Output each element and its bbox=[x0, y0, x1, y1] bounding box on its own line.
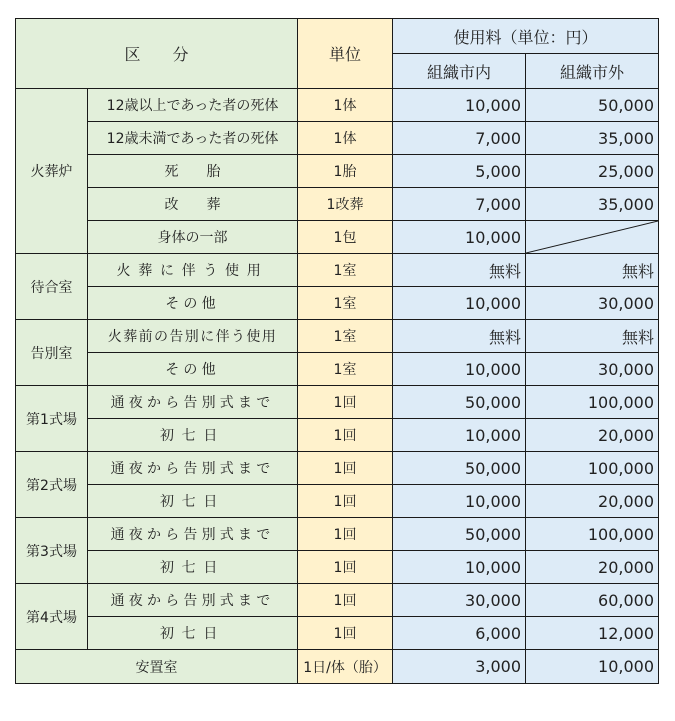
outside-fee: 35,000 bbox=[526, 122, 659, 155]
table-row bbox=[16, 584, 659, 617]
group-hall-1: 第1式場 bbox=[16, 386, 88, 452]
inside-fee: 10,000 bbox=[393, 287, 526, 320]
outside-fee: 100,000 bbox=[526, 518, 659, 551]
group-hall-3: 第3式場 bbox=[16, 518, 88, 584]
item-cell: 初七日 bbox=[88, 617, 298, 650]
table-row bbox=[16, 89, 659, 122]
item-cell: 改 葬 bbox=[88, 188, 298, 221]
outside-header: 組織市外 bbox=[526, 54, 659, 89]
item-cell: その他 bbox=[88, 287, 298, 320]
group-hall-4: 第4式場 bbox=[16, 584, 88, 650]
unit-cell: 1包 bbox=[298, 221, 393, 254]
category-header: 区 分 bbox=[16, 19, 298, 89]
outside-fee: 30,000 bbox=[526, 287, 659, 320]
inside-fee: 10,000 bbox=[393, 353, 526, 386]
table-row bbox=[16, 221, 659, 254]
fee-header: 使用料（単位：円） bbox=[393, 19, 659, 54]
outside-fee: 12,000 bbox=[526, 617, 659, 650]
inside-fee: 無料 bbox=[393, 254, 526, 287]
item-cell: 死 胎 bbox=[88, 155, 298, 188]
fee-table bbox=[15, 18, 659, 684]
inside-fee: 6,000 bbox=[393, 617, 526, 650]
unit-header: 単位 bbox=[298, 19, 393, 89]
table-row bbox=[16, 287, 659, 320]
inside-fee: 50,000 bbox=[393, 518, 526, 551]
unit-cell: 1胎 bbox=[298, 155, 393, 188]
inside-fee: 10,000 bbox=[393, 485, 526, 518]
outside-fee: 無料 bbox=[526, 320, 659, 353]
item-cell: 火葬前の告別に伴う使用 bbox=[88, 320, 298, 353]
unit-cell: 1回 bbox=[298, 419, 393, 452]
inside-fee: 30,000 bbox=[393, 584, 526, 617]
table-row bbox=[16, 419, 659, 452]
item-cell: 通夜から告別式まで bbox=[88, 386, 298, 419]
table-row bbox=[16, 122, 659, 155]
outside-fee: 100,000 bbox=[526, 452, 659, 485]
outside-fee: 30,000 bbox=[526, 353, 659, 386]
inside-header: 組織市内 bbox=[393, 54, 526, 89]
item-cell: 12歳未満であった者の死体 bbox=[88, 122, 298, 155]
group-hall-2: 第2式場 bbox=[16, 452, 88, 518]
unit-cell: 1回 bbox=[298, 617, 393, 650]
unit-cell: 1回 bbox=[298, 551, 393, 584]
table-row bbox=[16, 254, 659, 287]
inside-fee: 10,000 bbox=[393, 419, 526, 452]
outside-fee: 20,000 bbox=[526, 551, 659, 584]
inside-fee: 7,000 bbox=[393, 188, 526, 221]
outside-fee: 20,000 bbox=[526, 419, 659, 452]
outside-fee: 100,000 bbox=[526, 386, 659, 419]
table-row bbox=[16, 551, 659, 584]
inside-fee: 50,000 bbox=[393, 386, 526, 419]
inside-fee: 7,000 bbox=[393, 122, 526, 155]
table-row bbox=[16, 188, 659, 221]
inside-fee: 10,000 bbox=[393, 89, 526, 122]
inside-fee: 5,000 bbox=[393, 155, 526, 188]
item-cell: 初七日 bbox=[88, 551, 298, 584]
group-farewell: 告別室 bbox=[16, 320, 88, 386]
unit-cell: 1室 bbox=[298, 254, 393, 287]
unit-cell: 1体 bbox=[298, 122, 393, 155]
unit-cell: 1回 bbox=[298, 452, 393, 485]
table-row bbox=[16, 155, 659, 188]
item-cell: 初七日 bbox=[88, 419, 298, 452]
inside-fee: 10,000 bbox=[393, 221, 526, 254]
inside-fee: 無料 bbox=[393, 320, 526, 353]
diagonal-slash-icon bbox=[526, 221, 658, 253]
outside-fee: 25,000 bbox=[526, 155, 659, 188]
outside-fee: 50,000 bbox=[526, 89, 659, 122]
outside-fee: 無料 bbox=[526, 254, 659, 287]
unit-cell: 1室 bbox=[298, 287, 393, 320]
item-cell: 初七日 bbox=[88, 485, 298, 518]
item-cell: 通夜から告別式まで bbox=[88, 452, 298, 485]
item-cell: 身体の一部 bbox=[88, 221, 298, 254]
inside-fee: 50,000 bbox=[393, 452, 526, 485]
unit-cell: 1体 bbox=[298, 89, 393, 122]
table-row bbox=[16, 518, 659, 551]
header-row bbox=[16, 19, 659, 54]
table-row bbox=[16, 320, 659, 353]
outside-fee: 20,000 bbox=[526, 485, 659, 518]
table-row bbox=[16, 650, 659, 684]
group-waiting: 待合室 bbox=[16, 254, 88, 320]
outside-fee: 60,000 bbox=[526, 584, 659, 617]
item-cell-resting-room: 安置室 bbox=[16, 650, 298, 684]
item-cell: その他 bbox=[88, 353, 298, 386]
unit-cell: 1回 bbox=[298, 518, 393, 551]
unit-cell: 1室 bbox=[298, 320, 393, 353]
unit-cell: 1日/体（胎） bbox=[298, 650, 393, 684]
unit-cell: 1回 bbox=[298, 485, 393, 518]
unit-cell: 1室 bbox=[298, 353, 393, 386]
table-row bbox=[16, 452, 659, 485]
group-cremation: 火葬炉 bbox=[16, 89, 88, 254]
outside-fee: 35,000 bbox=[526, 188, 659, 221]
unit-cell: 1回 bbox=[298, 584, 393, 617]
item-cell: 通夜から告別式まで bbox=[88, 584, 298, 617]
table-row bbox=[16, 386, 659, 419]
table-row bbox=[16, 485, 659, 518]
inside-fee: 10,000 bbox=[393, 551, 526, 584]
outside-fee-na bbox=[526, 221, 659, 254]
unit-cell: 1改葬 bbox=[298, 188, 393, 221]
unit-cell: 1回 bbox=[298, 386, 393, 419]
inside-fee: 3,000 bbox=[393, 650, 526, 684]
table-row bbox=[16, 353, 659, 386]
outside-fee: 10,000 bbox=[526, 650, 659, 684]
item-cell: 火葬に伴う使用 bbox=[88, 254, 298, 287]
item-cell: 12歳以上であった者の死体 bbox=[88, 89, 298, 122]
table-row bbox=[16, 617, 659, 650]
item-cell: 通夜から告別式まで bbox=[88, 518, 298, 551]
